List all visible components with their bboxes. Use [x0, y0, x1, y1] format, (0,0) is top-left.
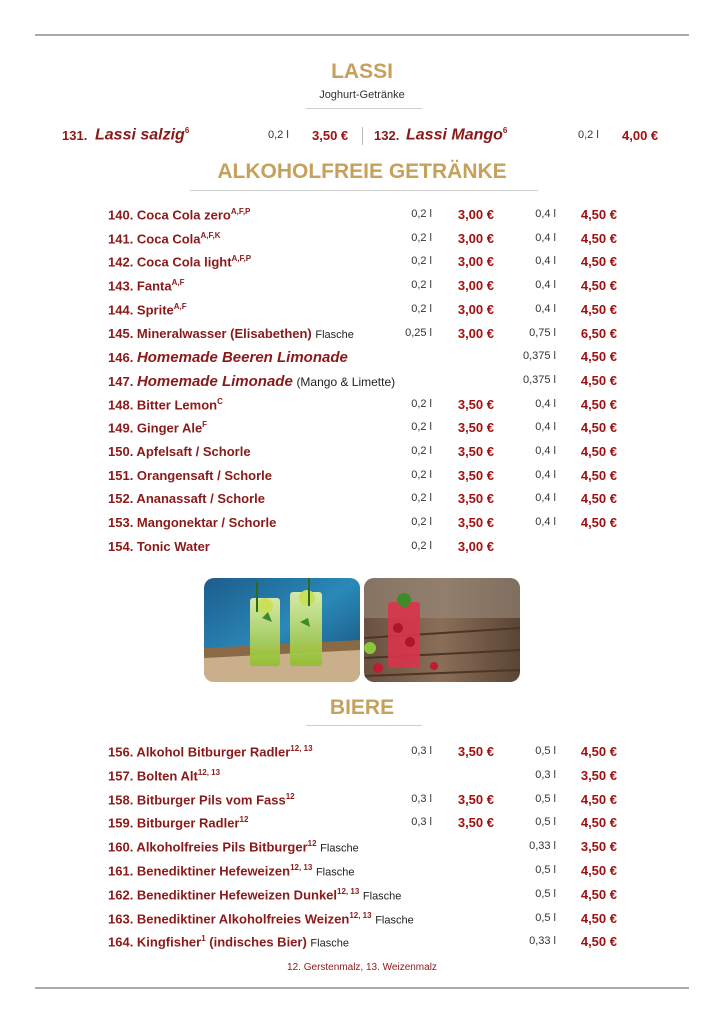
lassi-underline: [306, 108, 422, 109]
volume-small: 0,2 l: [411, 302, 432, 315]
item-name: [108, 444, 251, 459]
price-small: 3,00 €: [457, 278, 494, 294]
allergen-note: A,F,P: [230, 207, 251, 216]
item-note: Flasche: [375, 913, 414, 926]
item-name: [108, 468, 272, 483]
item-note: Flasche: [320, 842, 359, 855]
biere-title: BIERE: [329, 696, 395, 719]
item-num: 147.: [108, 373, 134, 389]
item-name: [108, 934, 349, 949]
lassi-item-price: 4,00 €: [622, 128, 659, 143]
item-name: [108, 863, 354, 878]
volume-large: 0,4 l: [535, 231, 556, 244]
price-small: 3,00 €: [457, 538, 494, 554]
menu-row: [0, 792, 724, 812]
allergen-note: A,F: [173, 301, 187, 311]
item-name: [108, 839, 359, 854]
menu-row: [0, 539, 724, 559]
item-label: 150. Apfelsaft / Schorle: [108, 444, 251, 459]
item-label: 143. Fanta: [108, 278, 172, 294]
menu-row: [0, 468, 724, 488]
volume-large: 0,375 l: [522, 373, 556, 386]
price-large: 4,50 €: [580, 791, 617, 807]
price-large: 3,50 €: [580, 767, 617, 783]
lassi-separator: [362, 127, 363, 145]
volume-large: 0,4 l: [535, 492, 556, 505]
price-small: 3,00 €: [457, 254, 494, 270]
volume-small: 0,2 l: [411, 421, 432, 434]
item-label: 163. Benediktiner Alkoholfreies Weizen: [108, 910, 350, 926]
volume-small: 0,2 l: [411, 231, 432, 244]
allergen-note: C: [217, 396, 223, 406]
lassi-item-volume: 0,2 l: [268, 129, 289, 141]
price-large: 4,50 €: [580, 467, 617, 483]
item-note: Flasche: [362, 890, 402, 903]
item-name: [108, 420, 207, 435]
alkoholfrei-title: ALKOHOLFREIE GETRÄNKE: [217, 160, 507, 183]
menu-row: [0, 863, 724, 883]
price-large: 4,50 €: [580, 230, 617, 246]
volume-small: 0,2 l: [411, 208, 432, 220]
allergen-note: A,F: [171, 278, 185, 288]
lassi-item-price: 3,50 €: [312, 128, 349, 143]
item-name: [108, 768, 220, 783]
volume-large: 0,75 l: [529, 326, 556, 339]
price-small: 3,50 €: [457, 744, 494, 759]
menu-row: [0, 254, 724, 274]
lassi-item-name: Lassi salzig$^6$: [95, 126, 190, 144]
allergen-note: 12, 13: [349, 910, 372, 920]
item-label: 152. Ananassaft / Schorle: [108, 491, 266, 507]
lassi-item-volume: 0,2 l: [578, 129, 599, 141]
item-label: 164. Kingfisher: [108, 934, 202, 950]
item-name: [108, 911, 414, 926]
allergen-note: 12: [285, 791, 295, 801]
lassi-title: LASSI: [331, 60, 393, 83]
item-label: 160. Alkoholfreies Pils Bitburger: [108, 839, 308, 855]
volume-large: 0,33 l: [529, 840, 556, 853]
allergen-note: A,F,K: [200, 230, 221, 240]
price-large: 4,50 €: [580, 372, 617, 388]
volume-small: 0,2 l: [411, 279, 432, 292]
price-small: 3,50 €: [457, 444, 494, 459]
lassi-subtitle: Joghurt-Getränke: [319, 89, 405, 101]
item-label: 154. Tonic Water: [108, 538, 210, 554]
item-label: 148. Bitter Lemon: [108, 396, 218, 412]
item-name: [108, 792, 295, 807]
volume-large: 0,375 l: [522, 350, 556, 363]
price-large: 4,50 €: [580, 910, 617, 926]
menu-row: [0, 420, 724, 440]
volume-large: 0,5 l: [535, 745, 556, 757]
volume-large: 0,4 l: [535, 445, 556, 457]
menu-row: [0, 744, 724, 764]
footnote: 12. Gerstenmalz, 13. Weizenmalz: [287, 962, 437, 973]
menu-row: [0, 349, 724, 369]
price-small: 3,00 €: [457, 207, 494, 222]
volume-small: 0,2 l: [411, 255, 432, 268]
item-name: [108, 815, 248, 830]
volume-large: 0,4 l: [535, 421, 556, 434]
volume-large: 0,4 l: [535, 516, 556, 529]
price-large: 6,50 €: [580, 325, 617, 341]
price-large: 4,50 €: [580, 515, 617, 531]
item-label: 156. Alkohol Bitburger Radler: [108, 744, 291, 760]
price-large: 4,50 €: [580, 934, 617, 950]
menu-row: [0, 207, 724, 227]
item-name: [108, 254, 251, 269]
lassi-row: [0, 126, 724, 146]
menu-row: [0, 373, 724, 393]
price-small: 3,00 €: [457, 325, 494, 341]
item-title: Homemade Limonade: [136, 372, 293, 390]
volume-small: 0,2 l: [411, 397, 432, 410]
price-small: 3,50 €: [457, 491, 494, 507]
alkoholfrei-underline: [190, 190, 538, 191]
menu-row: [0, 231, 724, 251]
price-large: 4,50 €: [580, 301, 617, 317]
price-small: 3,00 €: [457, 230, 494, 246]
item-note: Flasche: [315, 866, 355, 879]
allergen-note: 12, 13: [197, 767, 221, 777]
item-label: 157. Bolten Alt: [108, 768, 198, 784]
item-label: 159. Bitburger Radler: [108, 815, 240, 831]
item-name: [108, 491, 265, 506]
item-label: 142. Coca Cola light: [108, 254, 232, 270]
item-title: Homemade Beeren Limonade: [136, 349, 348, 367]
volume-large: 0,5 l: [535, 792, 556, 805]
item-label: 140. Coca Cola zero: [108, 207, 231, 223]
menu-row: [0, 815, 724, 835]
price-large: 4,50 €: [580, 491, 617, 507]
volume-large: 0,33 l: [529, 935, 556, 948]
volume-large: 0,4 l: [535, 208, 556, 220]
item-name: [108, 278, 184, 293]
item-name: [108, 349, 348, 366]
volume-small: 0,2 l: [411, 445, 432, 457]
volume-small: 0,3 l: [411, 792, 432, 805]
item-label: 158. Bitburger Pils vom Fass: [108, 791, 286, 807]
item-label: 151. Orangensaft / Schorle: [108, 467, 273, 483]
berry-drink-photo: [364, 578, 520, 682]
item-name: [108, 744, 313, 759]
item-label: 162. Benediktiner Hefeweizen Dunkel: [108, 887, 338, 903]
item-name: [108, 373, 395, 390]
price-small: 3,50 €: [457, 396, 494, 412]
allergen-note: A,F,P: [231, 254, 252, 264]
price-large: 4,50 €: [580, 349, 617, 365]
menu-row: [0, 491, 724, 511]
top-divider: [35, 34, 689, 36]
item-label-suffix: (indisches Bier): [205, 934, 307, 950]
item-note: Flasche: [310, 937, 349, 950]
price-large: 4,50 €: [580, 396, 617, 412]
biere-underline: [306, 725, 422, 726]
item-num: 146.: [108, 350, 134, 366]
menu-row: [0, 934, 724, 954]
volume-small: 0,25 l: [405, 326, 432, 339]
item-name: [108, 397, 223, 412]
price-large: 4,50 €: [580, 207, 617, 222]
price-large: 4,50 €: [580, 444, 617, 459]
allergen-note: 12, 13: [290, 744, 313, 753]
volume-large: 0,4 l: [535, 255, 556, 268]
volume-small: 0,2 l: [411, 539, 432, 552]
menu-row: [0, 444, 724, 464]
price-large: 4,50 €: [580, 886, 617, 902]
item-label: 161. Benediktiner Hefeweizen: [108, 863, 291, 879]
volume-small: 0,2 l: [411, 492, 432, 505]
allergen-note: 12: [239, 815, 249, 825]
price-small: 3,50 €: [457, 420, 494, 436]
volume-small: 0,3 l: [411, 816, 432, 829]
price-large: 4,50 €: [580, 420, 617, 436]
volume-small: 0,2 l: [411, 516, 432, 529]
allergen-note: F: [202, 420, 208, 430]
item-name: [108, 207, 250, 222]
mojito-photo: [204, 578, 360, 682]
price-small: 3,50 €: [457, 515, 494, 531]
price-large: 4,50 €: [580, 815, 617, 831]
menu-row: [0, 839, 724, 859]
price-small: 3,50 €: [457, 791, 494, 807]
item-name: [108, 326, 354, 341]
item-label: 149. Ginger Ale: [108, 420, 203, 436]
volume-large: 0,4 l: [535, 279, 556, 292]
price-large: 4,50 €: [580, 744, 617, 759]
menu-row: [0, 326, 724, 346]
volume-large: 0,5 l: [535, 887, 556, 900]
price-large: 4,50 €: [580, 278, 617, 294]
price-small: 3,00 €: [457, 301, 494, 317]
volume-large: 0,4 l: [535, 468, 556, 481]
volume-large: 0,5 l: [535, 816, 556, 829]
allergen-note: 12: [307, 839, 317, 849]
price-small: 3,50 €: [457, 815, 494, 831]
price-small: 3,50 €: [457, 467, 494, 483]
volume-large: 0,3 l: [535, 768, 556, 781]
allergen-note: 1: [201, 934, 206, 944]
item-name: [108, 887, 401, 902]
item-label: 144. Sprite: [108, 302, 174, 318]
item-label: 153. Mangonektar / Schorle: [108, 515, 277, 531]
item-note: (Mango & Limette): [296, 374, 396, 389]
item-name: [108, 515, 276, 530]
volume-large: 0,4 l: [535, 302, 556, 315]
price-large: 4,50 €: [580, 863, 617, 878]
bottom-divider: [35, 987, 689, 989]
lassi-item-num: 131.: [62, 128, 88, 143]
menu-row: [0, 911, 724, 931]
menu-row: [0, 397, 724, 417]
volume-large: 0,5 l: [535, 911, 556, 924]
allergen-note: 12, 13: [337, 886, 360, 896]
volume-small: 0,3 l: [411, 745, 432, 757]
lassi-item-num: 132.: [374, 128, 400, 143]
volume-small: 0,2 l: [411, 468, 432, 481]
item-note: Flasche: [315, 328, 354, 341]
item-label: 141. Coca Cola: [108, 231, 201, 247]
lassi-item-name: Lassi Mango$^6$: [406, 126, 508, 144]
allergen-note: 12, 13: [290, 863, 313, 872]
price-large: 4,50 €: [580, 254, 617, 270]
menu-row: [0, 278, 724, 298]
volume-large: 0,5 l: [535, 864, 556, 876]
item-label: 145. Mineralwasser (Elisabethen): [108, 325, 312, 341]
item-name: [108, 231, 221, 246]
price-large: 3,50 €: [580, 839, 617, 855]
item-name: [108, 302, 187, 317]
item-name: [108, 539, 210, 554]
menu-row: [0, 887, 724, 907]
menu-row: [0, 302, 724, 322]
menu-row: [0, 768, 724, 788]
menu-row: [0, 515, 724, 535]
volume-large: 0,4 l: [535, 397, 556, 410]
